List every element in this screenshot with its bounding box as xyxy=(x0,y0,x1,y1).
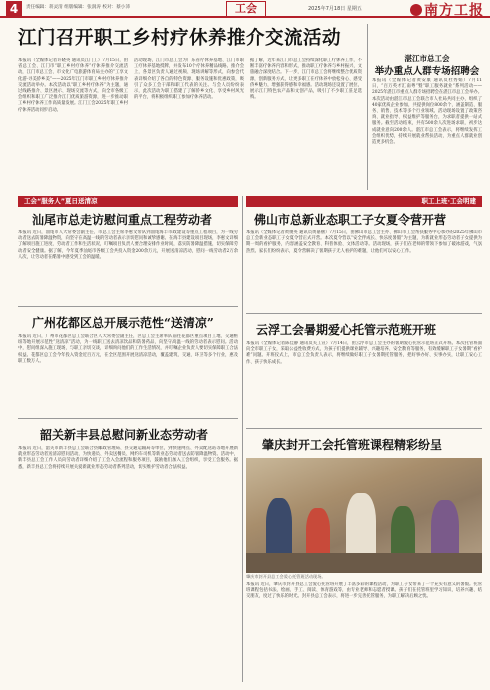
story-divider xyxy=(18,306,238,307)
lead-column-3: 据了解，近年来江门市总工会持续深化职工疗休养工作，不断丰富疗休养内容和形式，推动职工疗休养与乡村振兴、文旅融合深度结合。下一步，江门市总工会将继续整合优质资源，创新服务方式，让更多职工在疗休养中放松身心、感受侨乡魅力，增强获得感和幸福感。活动现场还设置了展位，展示江门特色农产品和文创产品，吸引了不少职工驻足选购。 xyxy=(250,58,362,101)
page-header xyxy=(0,0,490,18)
brand-name: 南方工报 xyxy=(424,3,484,19)
lead-column-2: 活动现场，江门市总工会为广东省疗休养基地、江门市职工疗休养基地授牌，并发布10个疗休养精品线路。推介会上，各景区负责人通过视频、现场讲解等形式，向参会代表详细介绍了各自的特色资源、服务设施和优惠政策，吸引了众多工会干部和职工代表的关注。与会人员纷纷表示，此次活动为职工搭建了了解侨乡文化、享受乡村风光的平台，将积极组织职工参加疗休养活动。 xyxy=(134,58,244,101)
brand-logo-icon xyxy=(410,4,422,16)
left-story-1-title: 汕尾市总走访慰问重点工程劳动者 xyxy=(32,213,213,227)
section-label: 工会 xyxy=(226,1,266,17)
right-story-1-text: 本报讯（全媒体记者黄俊英 通讯员黄嘉丽）7月15日，由佛山市总工会主办、佛山市工会帮扶服务中心承办的2025年佛山市总工会新业态职工子女夏令营正式开营。本次夏令营以“安全伴成长、快乐度暑假”为主题，为新就业形态劳动者子女提供为期一周的看护服务，内容涵盖安全教育、科普体验、文体活动等。活动现场，孩子们在老师的带领下参加了破冰游戏，气氛热烈。家长们纷纷表示，夏令营解决了暑期孩子无人看护的难题，让他们可以安心工作。 xyxy=(246,230,482,254)
left-story-3-title: 韶关新丰县总慰问新业态劳动者 xyxy=(40,428,209,442)
column-divider xyxy=(367,24,368,190)
right-story-3-text: 本报讯 近日，肇庆市封开县总工会爱心托管班开展了丰富多彩的课程活动，为职工子女带来了一个充实有意义的暑假。托管班课程包括书法、绘画、手工、阅读、体育游戏等，由专业老师和志愿者授课。孩子们在托管班里学习知识、培养兴趣、结交朋友，度过了快乐的时光。封开县总工会表示，将进一步完善托管服务，为职工解决后顾之忧。 xyxy=(246,582,482,600)
news-photo xyxy=(246,458,482,573)
issue-date: 2025年7月18日 星期五 xyxy=(308,6,362,12)
right-section-banner: 职工上班·工会明建 xyxy=(246,196,482,207)
newspaper-brand xyxy=(410,0,484,20)
page-number: 4 xyxy=(6,1,22,17)
column-divider xyxy=(242,196,243,682)
lead-column-1: 本报讯（全媒体记者许晓英 通讯员江门工）7月15日，由省总工会、江门市“职工乡村疗休养”疗休养推介交流活动，江门市总工会、市文化广电旅游体育局主办的“工享文化游·寻美侨乡美”——2025年江门市职工乡村疗休养推介交流活动举办。本次活动以“职工乡村疗休养”为主题，通过线路推介、景区展示、现场交流等方式，向全市各级工会组织和职工广泛推介江门优质旅游资源，进一步推动职工乡村疗休养工作高质量发展。江门工会2025年职工乡村疗休养活动同步启动。 xyxy=(18,58,128,113)
right-story-2-title: 云浮工会暑期爱心托管示范班开班 xyxy=(256,323,437,337)
right-story-2-text: 本报讯（全媒体记者陈佳静 通讯员关工宣）7月14日，由云浮市总工会主办的暑期爱心托管示范班正式开班。本次托管班面向全市职工子女，采取公益性收费方式，为孩子们提供课业辅导、兴趣培养、安全教育等服务，有效缓解职工子女暑期“看护难”问题。开班仪式上，市总工会负责人表示，将继续做好职工子女暑期托管服务，把好事办好、实事办实，让职工安心工作、孩子快乐成长。 xyxy=(246,341,482,365)
story-divider xyxy=(18,418,238,419)
left-story-1-text: 本报讯 近日，汕尾市人大常委会副主任、市总工会主席李惠文带队到汕尾海丰市政建设等重点工程项目，为一线劳动者送去防暑降温物资，向坚守在高温一线的劳动者表示亲切慰问和诚挚感谢。在海丰县建设项目现场，李惠文详细了解项目施工进度、劳动者工作和生活状况，叮嘱项目负责人要合理安排作业时间，落实防暑降温措施，切实保障劳动者安全健康。据了解，今年夏季汕尾市各级工会共投入资金200余万元，开展送清凉活动，慰问一线劳动者2万余人次，让劳动者在酷暑中感受到工会的温暖。 xyxy=(18,230,238,260)
sidebar-text: 本报讯（全媒体记者黄安康 通讯员杜秀娟）7月11日，“百万英才汇南粤”暨“职工服务就业”系列活动——2025年湛江市重点人群专场招聘会在湛江市总工会举办。本次活动由湛江市总工会联合市人社局共同主办，组织了40家优质企业参加，共提供岗位800余个，涵盖制造、服务、销售、技术等多个行业领域。活动现场设置了政策咨询、就业指导、权益维护等服务台，为求职者提供一站式服务。截至活动结束，共有500余人次进场求职，初步达成就业意向200余人。湛江市总工会表示，将继续发挥工会组织优势，持续开展就业帮扶活动，为重点人群就业创造更多机会。 xyxy=(372,78,482,146)
left-story-2-title: 广州花都区总开展示范性“送清凉” xyxy=(32,316,214,330)
editor-credits: 责任编辑：蒋灵清 组版编辑：张润涛 校对：蔡小沛 xyxy=(26,5,130,10)
left-story-3-text: 本报讯 近日，韶关市新丰县总工会联合县邮政管理局、县交通运输局等单位，到快递网点、外卖配送站等地开展新就业形态劳动者送清凉慰问活动，为快递员、外卖送餐员、网约车司机等新业态劳动者送去防暑降温物资。活动中，新丰县总工会工作人员向劳动者详细介绍了工会入会流程和服务项目，鼓励他们加入工会组织，享受工会服务。据悉，新丰县总工会将持续开展关爱新就业形态劳动者系列活动，切实维护劳动者合法权益。 xyxy=(18,446,238,470)
sidebar-heading: 湛江市总工会 xyxy=(404,54,450,63)
sidebar-subheading: 举办重点人群专场招聘会 xyxy=(374,66,480,77)
right-story-3-title: 肇庆封开工会托管班课程精彩纷呈 xyxy=(262,438,443,452)
story-divider xyxy=(246,313,482,314)
photo-caption: 肇庆市封开县总工会爱心托管班活动现场。 xyxy=(246,574,326,579)
left-story-2-text: 本报讯 近日，广州市花都区总工会联合区人大常委会副主任，区总工会主席率队前往花都区重点项目工地、交通枢纽等地开展示范性“送清凉”活动，为一线职工送去清凉饮品和防暑药品，向坚守高温一线的劳动者表示慰问。活动中，慰问组深入施工现场，与职工亲切交谈，详细询问他们的工作生活情况，并叮嘱企业负责人要切实保障职工合法权益。花都区总工会今年投入资金近百万元，在全区范围开展送清凉活动，覆盖建筑、交通、环卫等多个行业，惠及职工数万人。 xyxy=(18,334,238,364)
lead-headline: 江门召开职工乡村疗休养推介交流活动 xyxy=(18,28,342,49)
story-divider xyxy=(246,428,482,429)
right-story-1-title: 佛山市总新业态职工子女夏令营开营 xyxy=(254,213,447,227)
left-section-banner: 工会“服务人”夏日送清凉 xyxy=(18,196,238,207)
